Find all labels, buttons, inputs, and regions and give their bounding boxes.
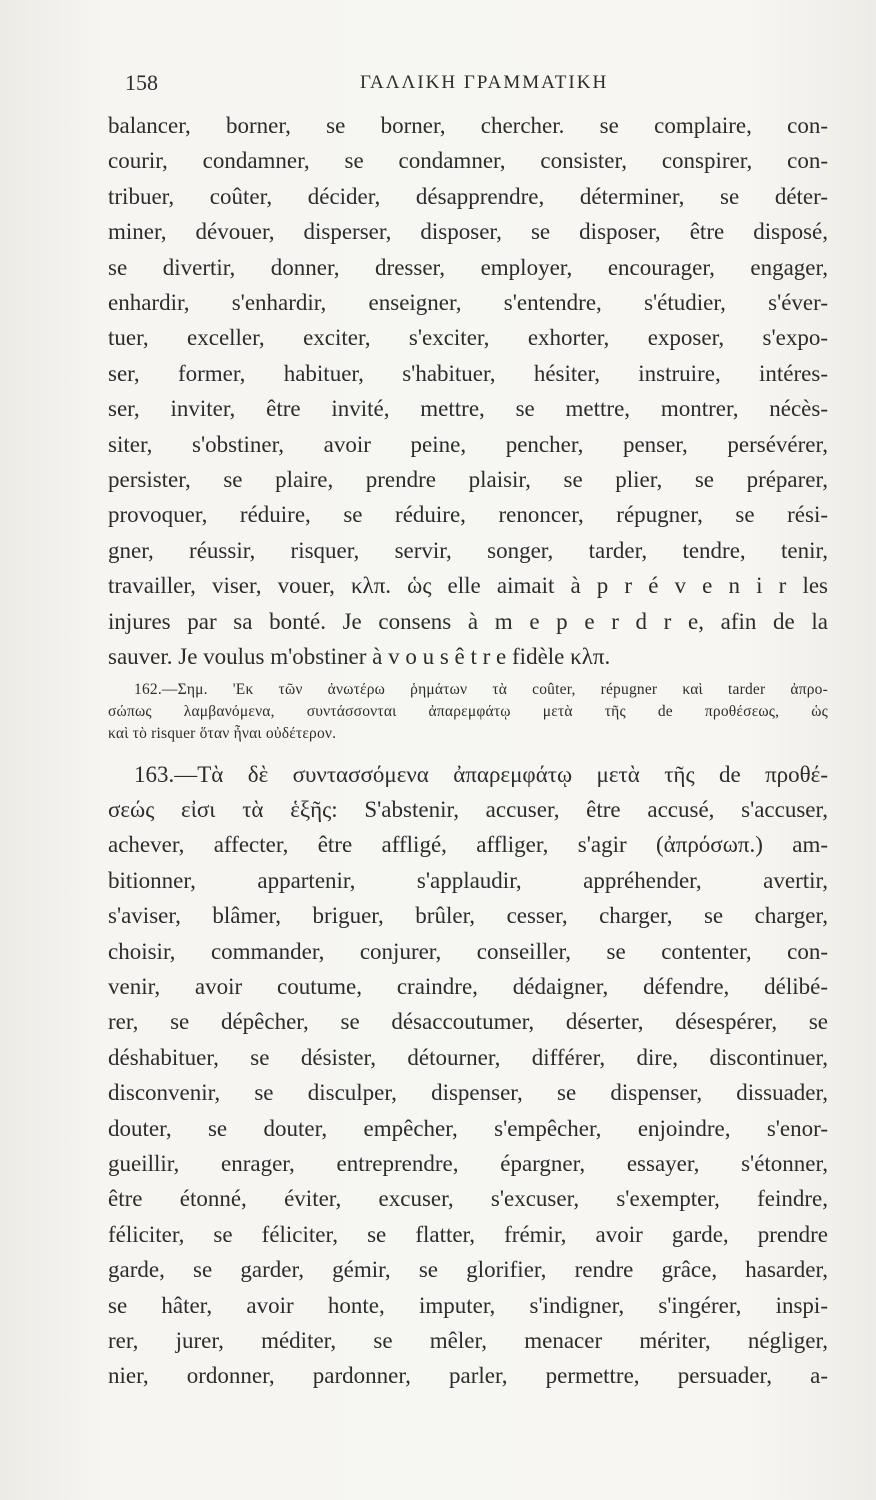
text-line: travailler, viser, vouer, κλπ. ὡς elle aimait à p r é v e n i r les xyxy=(108,573,828,599)
text-line: rer, se dépêcher, se désaccoutumer, déserter, désespérer, se xyxy=(108,1009,828,1035)
text-line: injures par sa bonté. Je consens à m e p e r d r e, afin de la xyxy=(108,608,828,634)
note-line: 162.—Σημ. 'Εκ τῶν ἀνωτέρω ῥημάτων τὰ coûter, répugner καὶ tarder ἀπρο- xyxy=(134,680,828,698)
text-line: s'aviser, blâmer, briguer, brûler, cesser, charger, se charger, xyxy=(108,903,828,929)
text-line: ser, inviter, être invité, mettre, se mettre, montrer, nécès- xyxy=(108,396,828,422)
page-header xyxy=(125,70,815,100)
text-line: venir, avoir coutume, craindre, dédaigner, défendre, délibé- xyxy=(108,973,828,999)
text-line: enhardir, s'enhardir, enseigner, s'entendre, s'étudier, s'éver- xyxy=(108,290,828,316)
text-line: 163.—Τὰ δὲ συντασσόμενα ἀπαρεμφάτῳ μετὰ τῆς de προθέ- xyxy=(134,761,828,787)
text-line: ser, former, habituer, s'habituer, hésiter, instruire, intéres- xyxy=(108,360,828,386)
text-line: disconvenir, se disculper, dispenser, se dispenser, dissuader, xyxy=(108,1080,828,1106)
text-line: être étonné, éviter, excuser, s'excuser, s'exempter, feindre, xyxy=(108,1186,828,1212)
text-line: bitionner, appartenir, s'applaudir, appréhender, avertir, xyxy=(108,867,828,893)
text-line: se hâter, avoir honte, imputer, s'indigner, s'ingérer, inspi- xyxy=(108,1292,828,1318)
text-line: tribuer, coûter, décider, désapprendre, déterminer, se déter- xyxy=(108,183,828,209)
text-line: provoquer, réduire, se réduire, renoncer, répugner, se rési- xyxy=(108,502,828,528)
text-line: gner, réussir, risquer, servir, songer, tarder, tendre, tenir, xyxy=(108,537,828,563)
running-title: ΓΑΛΛΙΚΗ ΓΡΑΜΜΑΤΙΚΗ xyxy=(360,72,609,93)
text-line: courir, condamner, se condamner, consister, conspirer, con- xyxy=(108,148,828,174)
text-line: douter, se douter, empêcher, s'empêcher, enjoindre, s'enor- xyxy=(108,1115,828,1141)
text-line: miner, dévouer, disperser, disposer, se disposer, être disposé, xyxy=(108,219,828,245)
text-line: se divertir, donner, dresser, employer, encourager, engager, xyxy=(108,254,828,280)
note-line: καὶ τὸ risquer ὅταν ἦναι οὐδέτερον. xyxy=(108,724,337,742)
paragraph-verbs-infinitive-a xyxy=(108,108,828,675)
text-line: balancer, borner, se borner, chercher. se complaire, con- xyxy=(108,113,828,138)
text-line: déshabituer, se désister, détourner, différer, dire, discontinuer, xyxy=(108,1044,828,1070)
text-line: sauver. Je voulus m'obstiner à v o u s ê t r e fidèle κλπ. xyxy=(108,644,611,670)
text-line: achever, affecter, être affligé, affliger, s'agir (ἀπρόσωπ.) am- xyxy=(108,832,828,858)
text-line: tuer, exceller, exciter, s'exciter, exhorter, exposer, s'expo- xyxy=(108,325,828,351)
text-line: siter, s'obstiner, avoir peine, pencher, penser, persévérer, xyxy=(108,431,828,457)
page-body xyxy=(108,108,828,1394)
text-line: nier, ordonner, pardonner, parler, permettre, persuader, a- xyxy=(108,1363,828,1389)
text-line: σεώς εἰσι τὰ ἑξῆς: S'abstenir, accuser, être accusé, s'accuser, xyxy=(108,796,828,822)
text-line: gueillir, enrager, entreprendre, épargner, essayer, s'étonner, xyxy=(108,1150,828,1176)
page-number: 158 xyxy=(125,70,158,95)
text-line: persister, se plaire, prendre plaisir, se plier, se préparer, xyxy=(108,467,828,493)
note-line: σώπως λαμβανόμενα, συντάσσονται ἀπαρεμφάτῳ μετὰ τῆς de προθέσεως, ὡς xyxy=(108,702,828,720)
text-line: garde, se garder, gémir, se glorifier, rendre grâce, hasarder, xyxy=(108,1257,828,1283)
text-line: féliciter, se féliciter, se flatter, frémir, avoir garde, prendre xyxy=(108,1221,828,1247)
note-162 xyxy=(108,679,828,745)
text-line: choisir, commander, conjurer, conseiller, se contenter, con- xyxy=(108,938,828,964)
paragraph-163 xyxy=(108,757,828,1394)
text-line: rer, jurer, méditer, se mêler, menacer mériter, négliger, xyxy=(108,1328,828,1353)
